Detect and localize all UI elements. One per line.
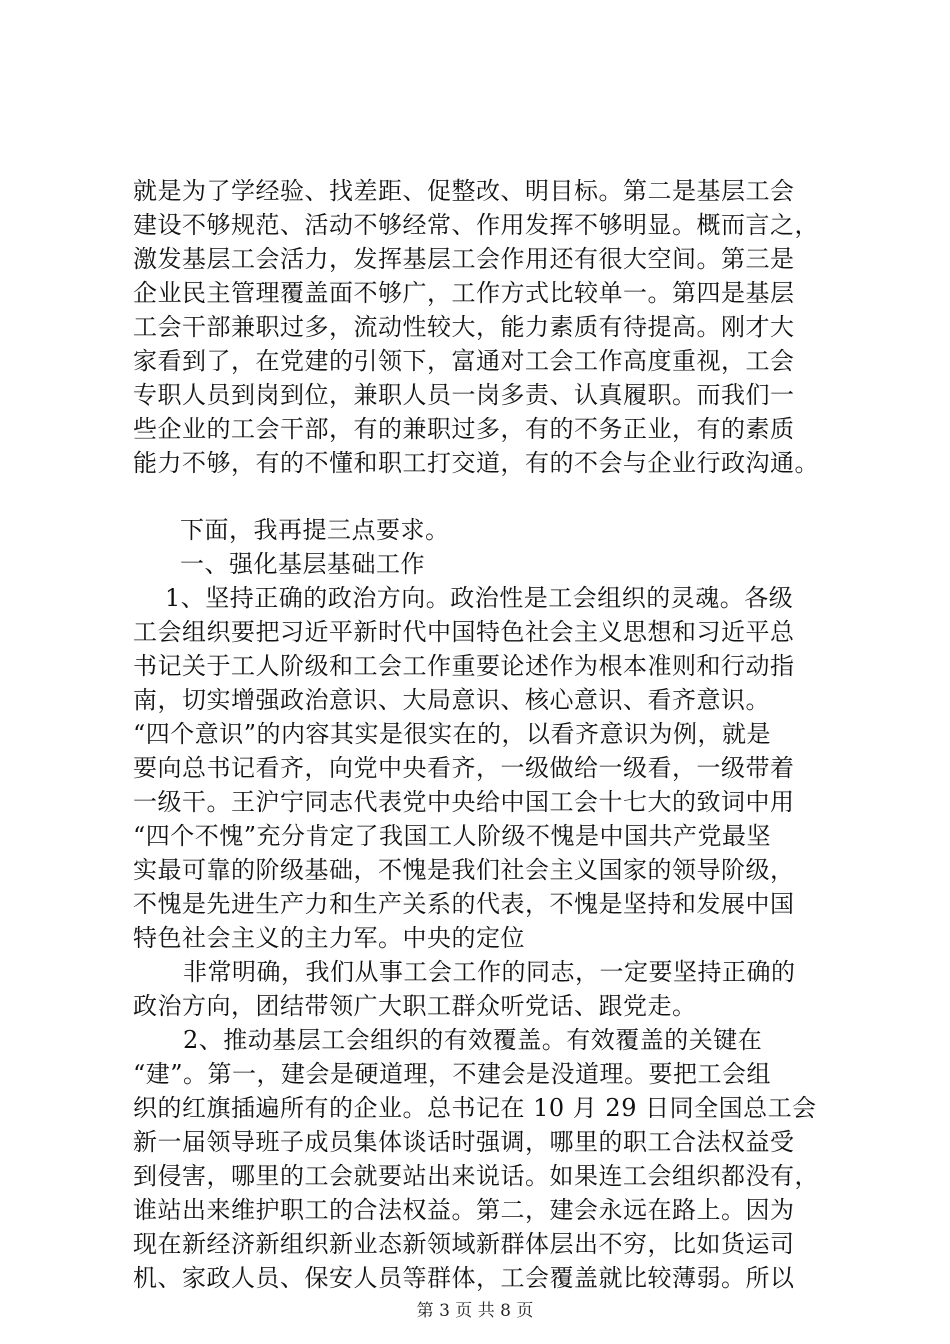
body-line-14: 书记关于工人阶级和工会工作重要论述作为根本准则和行动指 — [133, 652, 795, 680]
body-line-17: 要向总书记看齐，向党中央看齐，一级做给一级看，一级带着 — [133, 754, 795, 782]
body-line-32: 机、家政人员、保安人员等群体，工会覆盖就比较薄弱。所以 — [133, 1264, 795, 1292]
body-line-18: 一级干。王沪宁同志代表党中央给中国工会十七大的致词中用 — [133, 788, 795, 816]
body-line-23: 非常明确，我们从事工会工作的同志，一定要坚持正确的 — [183, 958, 796, 986]
paragraph-intro: 下面，我再提三点要求。 — [180, 516, 450, 544]
body-line-19: “四个不愧”充分肯定了我国工人阶级不愧是中国共产党最坚 — [133, 822, 772, 850]
body-line-9: 能力不够，有的不懂和职工打交道，有的不会与企业行政沟通。 — [133, 449, 819, 477]
body-line-4: 企业民主管理覆盖面不够广，工作方式比较单一。第四是基层 — [133, 279, 795, 307]
body-line-6: 家看到了，在党建的引领下，富通对工会工作高度重视，工会 — [133, 347, 795, 375]
body-line-13: 工会组织要把习近平新时代中国特色社会主义思想和习近平总 — [133, 618, 795, 646]
body-line-30: 谁站出来维护职工的合法权益。第二，建会永远在路上。因为 — [133, 1196, 795, 1224]
body-line-21: 不愧是先进生产力和生产关系的代表，不愧是坚持和发展中国 — [133, 890, 795, 918]
body-line-28: 新一届领导班子成员集体谈话时强调，哪里的职工合法权益受 — [133, 1128, 795, 1156]
body-line-22: 特色社会主义的主力军。中央的定位 — [133, 924, 525, 952]
body-line-3: 激发基层工会活力，发挥基层工会作用还有很大空间。第三是 — [133, 245, 795, 273]
section-heading: 一、强化基层基础工作 — [180, 550, 425, 578]
body-line-27: 织的红旗插遍所有的企业。总书记在 10 月 29 日同全国总工会 — [133, 1094, 817, 1122]
body-line-24: 政治方向，团结带领广大职工群众听党话、跟党走。 — [133, 992, 697, 1020]
body-line-26: “建”。第一，建会是硬道理，不建会是没道理。要把工会组 — [133, 1060, 772, 1088]
body-line-1: 就是为了学经验、找差距、促整改、明目标。第二是基层工会 — [133, 177, 795, 205]
body-line-16: “四个意识”的内容其实是很实在的，以看齐意识为例，就是 — [133, 720, 772, 748]
body-line-20: 实最可靠的阶级基础，不愧是我们社会主义国家的领导阶级， — [133, 856, 795, 884]
body-line-5: 工会干部兼职过多，流动性较大，能力素质有待提高。刚才大 — [133, 313, 795, 341]
body-line-15: 南，切实增强政治意识、大局意识、核心意识、看齐意识。 — [133, 686, 770, 714]
body-line-29: 到侵害，哪里的工会就要站出来说话。如果连工会组织都没有， — [133, 1162, 819, 1190]
body-line-2: 建设不够规范、活动不够经常、作用发挥不够明显。概而言之， — [133, 211, 819, 239]
page-number-footer: 第 3 页 共 8 页 — [416, 1301, 534, 1321]
body-line-8: 些企业的工会干部，有的兼职过多，有的不务正业，有的素质 — [133, 415, 795, 443]
subsection-1-heading: 1、坚持正确的政治方向。政治性是工会组织的灵魂。各级 — [165, 584, 794, 612]
subsection-2-heading: 2、推动基层工会组织的有效覆盖。有效覆盖的关键在 — [183, 1026, 763, 1054]
body-line-31: 现在新经济新组织新业态新领域新群体层出不穷，比如货运司 — [133, 1230, 795, 1258]
body-line-7: 专职人员到岗到位，兼职人员一岗多责、认真履职。而我们一 — [133, 381, 795, 409]
